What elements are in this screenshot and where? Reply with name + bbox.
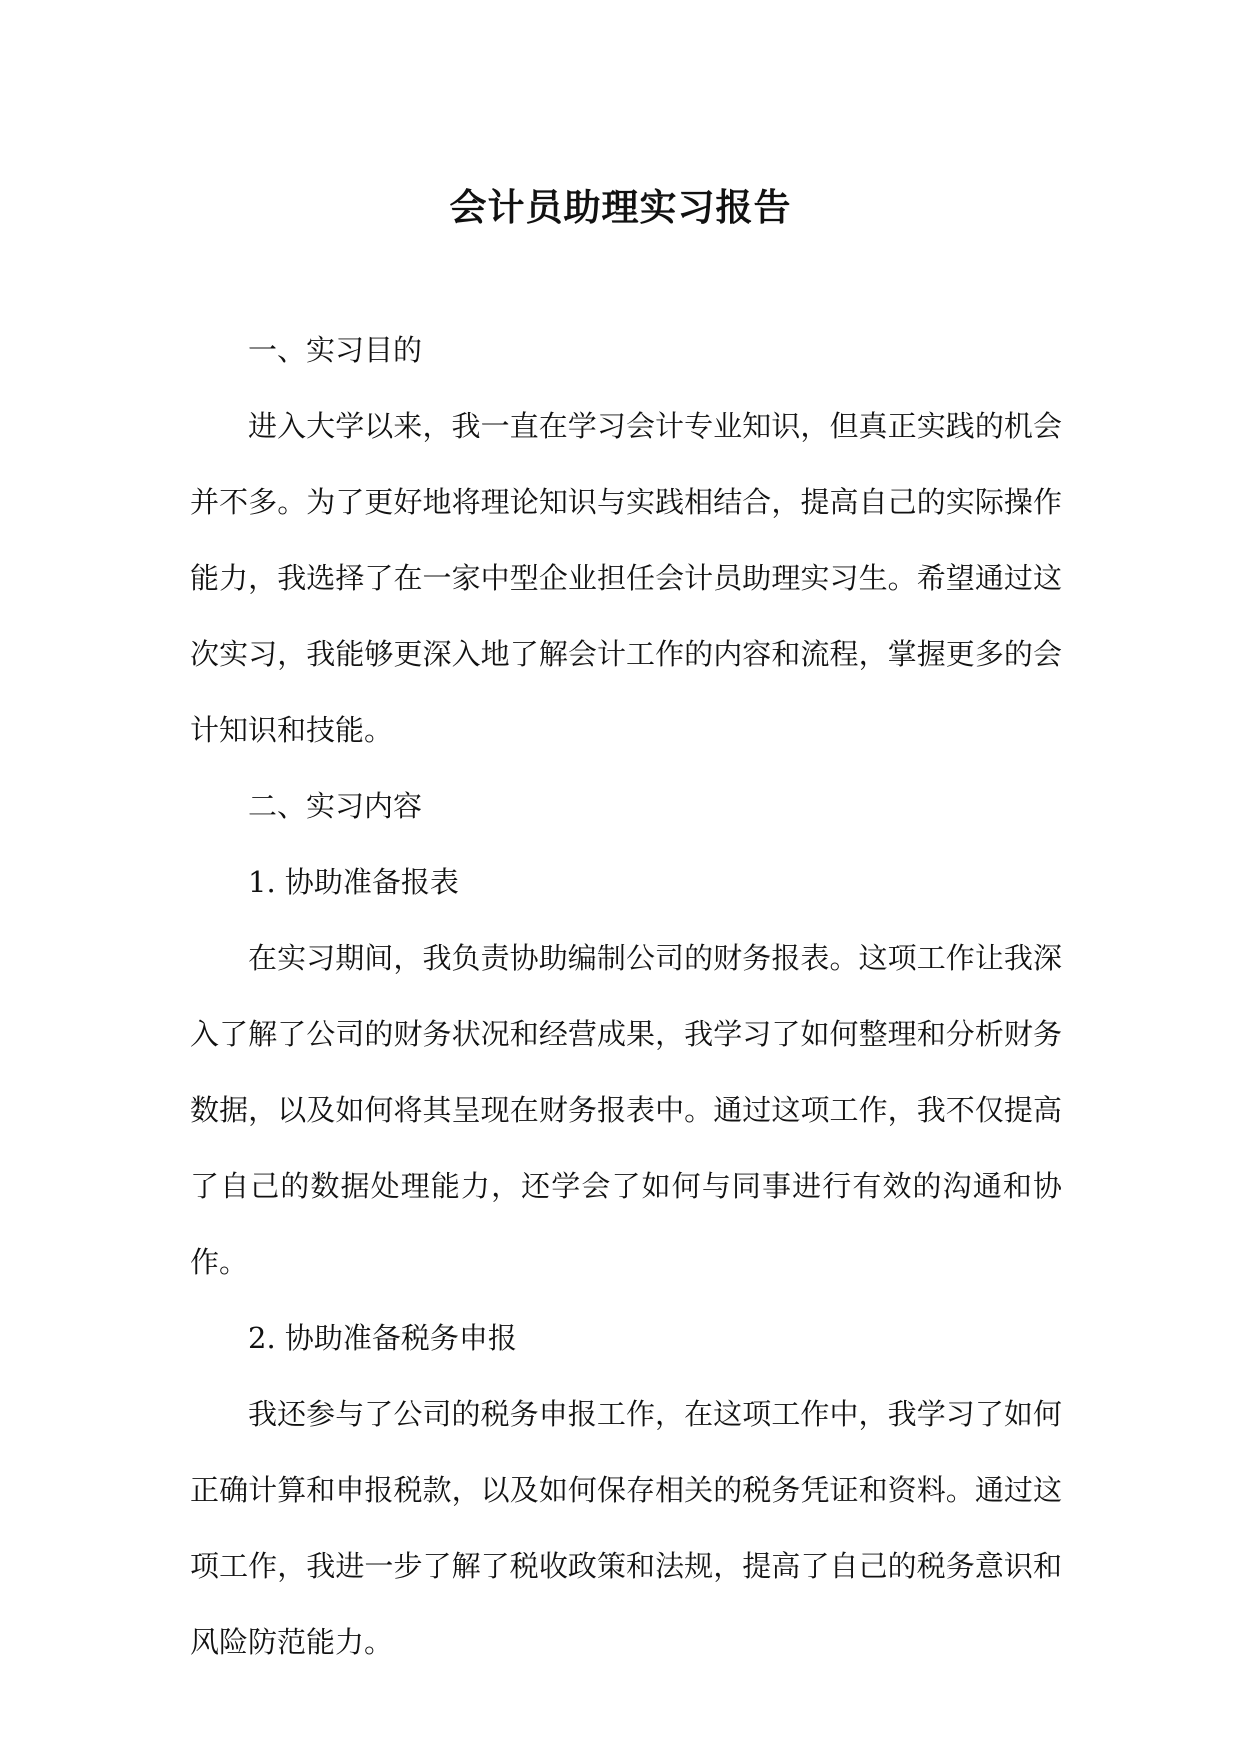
- section2-heading: 二、实习内容: [248, 789, 423, 823]
- item2-paragraph: 我还参与了公司的税务申报工作，在这项工作中，我学习了如何正确计算和申报税款，以及如何保存相关的税务凭证和资料。通过这项工作，我进一步了解了税收政策和法规，提高了自己的税务意识和风险防范能力。: [190, 1397, 1062, 1659]
- item1-heading: 1. 协助准备报表: [248, 865, 459, 899]
- item2-heading: 2. 协助准备税务申报: [248, 1321, 517, 1355]
- section1-paragraph: 进入大学以来，我一直在学习会计专业知识，但真正实践的机会并不多。为了更好地将理论知识与实践相结合，提高自己的实际操作能力，我选择了在一家中型企业担任会计员助理实习生。希望通过这次实习，我能够更深入地了解会计工作的内容和流程，掌握更多的会计知识和技能。: [190, 409, 1062, 747]
- document-title: 会计员助理实习报告: [449, 185, 792, 229]
- document-body: [190, 312, 1062, 1680]
- item1-paragraph: 在实习期间，我负责协助编制公司的财务报表。这项工作让我深入了解了公司的财务状况和经营成果，我学习了如何整理和分析财务数据，以及如何将其呈现在财务报表中。通过这项工作，我不仅提高了自己的数据处理能力，还学会了如何与同事进行有效的沟通和协作。: [190, 941, 1062, 1279]
- section1-heading: 一、实习目的: [248, 333, 423, 367]
